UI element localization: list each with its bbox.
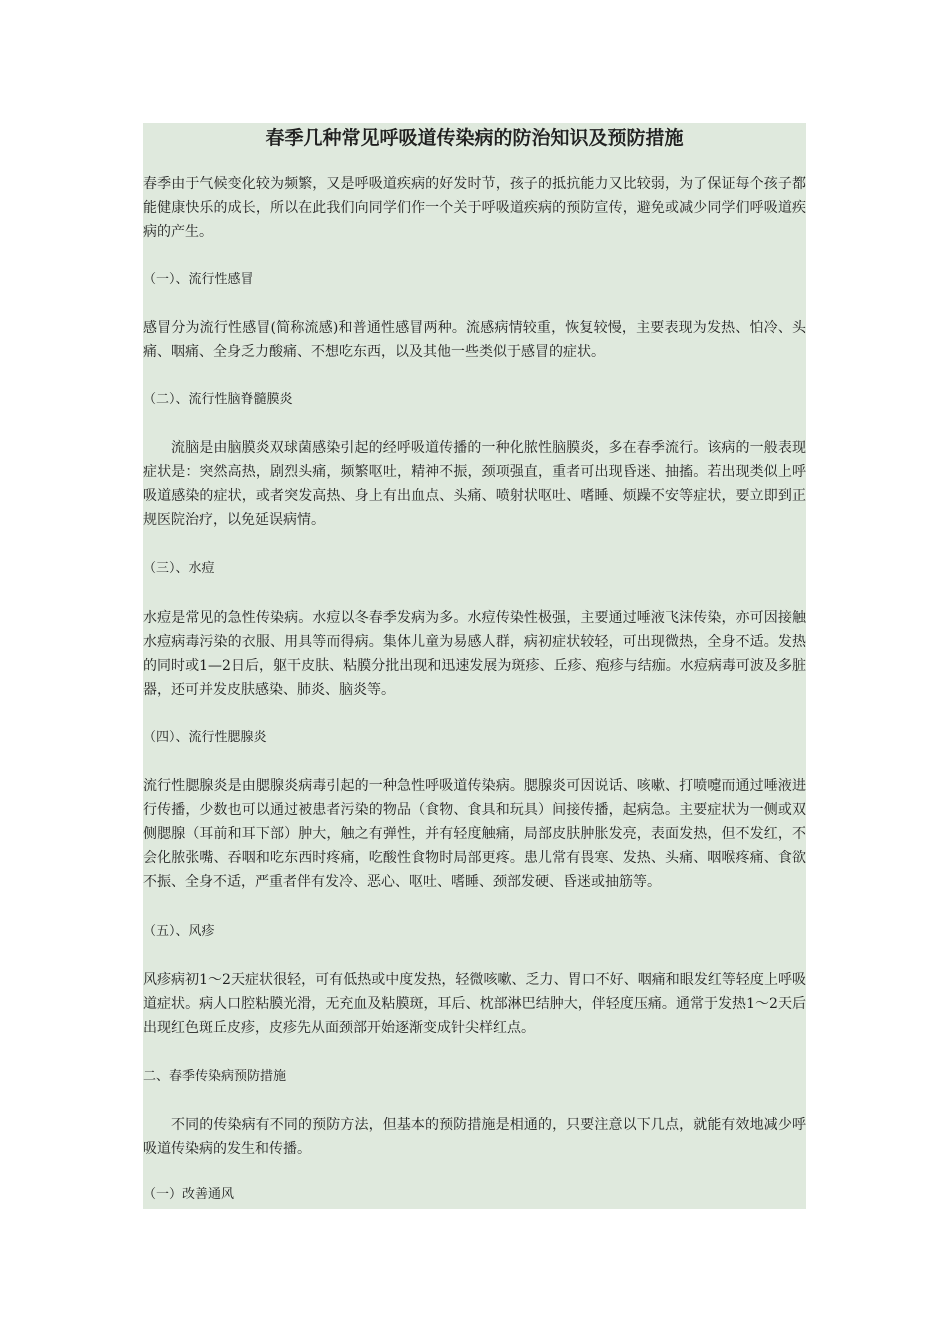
intro-paragraph: 春季由于气候变化较为频繁，又是呼吸道疾病的好发时节，孩子的抵抗能力又比较弱，为了保证每个孩子都能健康快乐的成长，所以在此我们向同学们作一个关于呼吸道疾病的预防宣传，避免或减少同学们呼吸道疾病的产生。 <box>143 176 806 240</box>
section-body-rubella: 风疹病初1～2天症状很轻，可有低热或中度发热，轻微咳嗽、乏力、胃口不好、咽痛和眼发红等轻度上呼吸道症状。病人口腔粘膜光滑，无充血及粘膜斑，耳后、枕部淋巴结肿大，伴轻度压痛。通常于发热1～2天后出现红色斑丘皮疹，皮疹先从面颈部开始逐渐变成针尖样红点。 <box>143 972 806 1036</box>
section-body-mumps: 流行性腮腺炎是由腮腺炎病毒引起的一种急性呼吸道传染病。腮腺炎可因说话、咳嗽、打喷嚏而通过唾液进行传播，少数也可以通过被患者污染的物品（食物、食具和玩具）间接传播，起病急。主要症状为一侧或双侧腮腺（耳前和耳下部）肿大，触之有弹性，并有轻度触痛，局部皮肤肿胀发亮，表面发热，但不发红，不会化脓张嘴、吞咽和吃东西时疼痛，吃酸性食物时局部更疼。患儿常有畏寒、发热、头痛、咽喉疼痛、食欲不振、全身不适，严重者伴有发冷、恶心、呕吐、嗜睡、颈部发硬、昏迷或抽筋等。 <box>143 778 806 890</box>
section-body-meningitis: 流脑是由脑膜炎双球菌感染引起的经呼吸道传播的一种化脓性脑膜炎，多在春季流行。该病的一般表现症状是：突然高热，剧烈头痛，频繁呕吐，精神不振，颈项强直，重者可出现昏迷、抽搐。若出现类似上呼吸道感染的症状，或者突发高热、身上有出血点、头痛、喷射状呕吐、嗜睡、烦躁不安等症状，要立即到正规医院治疗，以免延误病情。 <box>143 440 806 528</box>
section-heading-meningitis: （二）、流行性脑脊髓膜炎 <box>143 392 293 407</box>
section-heading-chickenpox: （三）、水痘 <box>143 561 215 576</box>
part-two-body: 不同的传染病有不同的预防方法，但基本的预防措施是相通的，只要注意以下几点，就能有效地减少呼吸道传染病的发生和传播。 <box>143 1117 806 1157</box>
section-body-flu: 感冒分为流行性感冒(简称流感)和普通性感冒两种。流感病情较重，恢复较慢，主要表现为发热、怕冷、头痛、咽痛、全身乏力酸痛、不想吃东西，以及其他一些类似于感冒的症状。 <box>143 320 806 360</box>
section-heading-mumps: （四）、流行性腮腺炎 <box>143 730 267 745</box>
part-two-heading: 二、春季传染病预防措施 <box>143 1069 287 1084</box>
part-two-subheading: （一）改善通风 <box>143 1187 235 1202</box>
section-heading-flu: （一）、流行性感冒 <box>143 272 254 287</box>
section-body-chickenpox: 水痘是常见的急性传染病。水痘以冬春季发病为多。水痘传染性极强，主要通过唾液飞沫传染，亦可因接触水痘病毒污染的衣服、用具等而得病。集体儿童为易感人群，病初症状较轻，可出现微热，全身不适。发热的同时或1—2日后，躯干皮肤、粘膜分批出现和迅速发展为斑疹、丘疹、疱疹与结痂。水痘病毒可波及多脏器，还可并发皮肤感染、肺炎、脑炎等。 <box>143 610 806 698</box>
document-title: 春季几种常见呼吸道传染病的防治知识及预防措施 <box>265 127 684 149</box>
section-heading-rubella: （五）、风疹 <box>143 924 215 939</box>
